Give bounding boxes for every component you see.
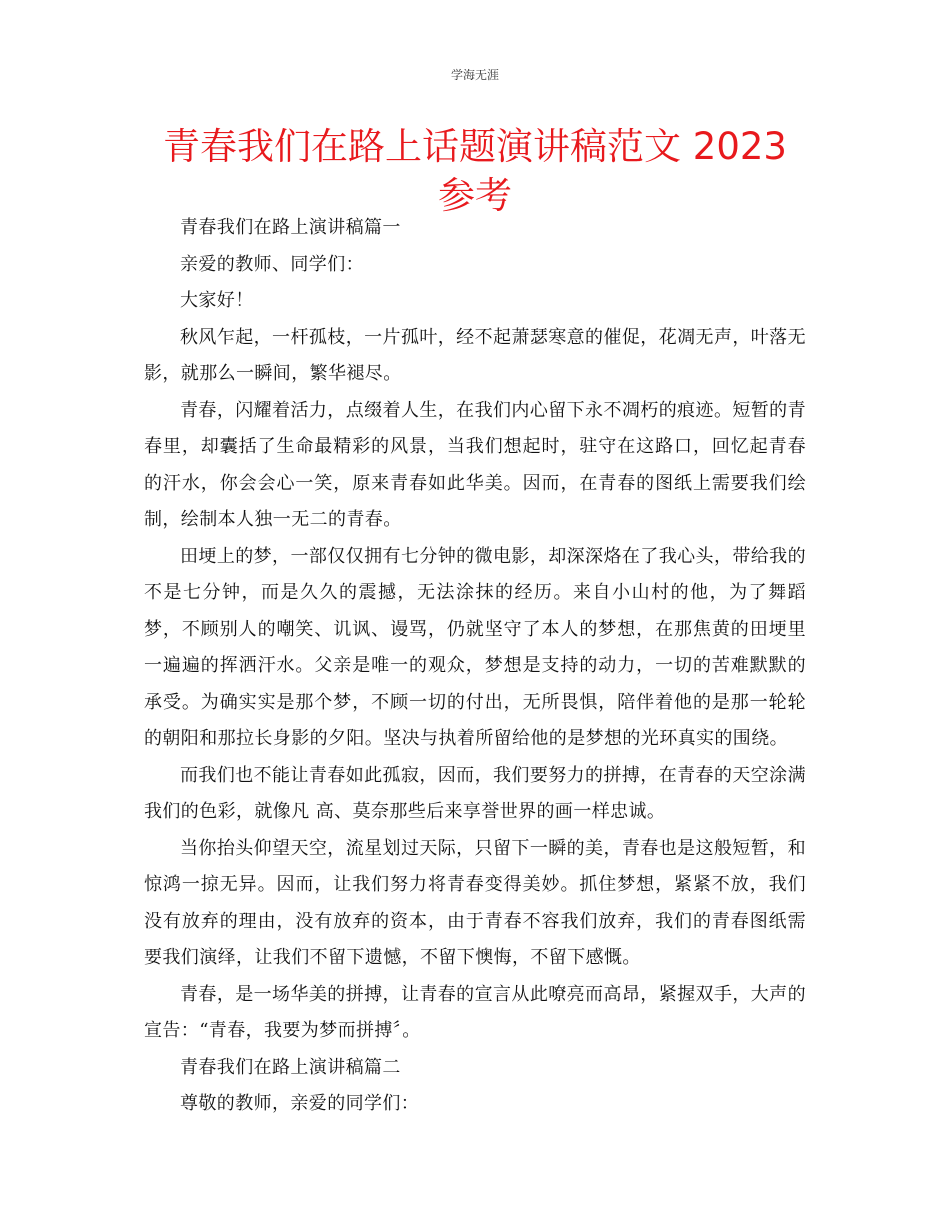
body-paragraph: 田埂上的梦，一部仅仅拥有七分钟的微电影，却深深烙在了我心头，带给我的不是七分钟，而是久久的震撼，无法涂抹的经历。来自小山村的他，为了舞蹈梦，不顾别人的嘲笑、讥讽、谩骂，仍就坚守了本人的梦想，在那焦黄的田埂里一遍遍的挥洒汗水。父亲是唯一的观众，梦想是支持的动力，一切的苦难默默的承受。为确实实是那个梦，不顾一切的付出，无所畏惧，陪伴着他的是那一轮轮的朝阳和那拉长身影的夕阳。坚决与执着所留给他的是梦想的光环真实的围绕。 (144, 545, 806, 749)
section-heading-2: 青春我们在路上演讲稿篇二 (180, 1056, 401, 1078)
body-paragraph: 当你抬头仰望天空，流星划过天际，只留下一瞬的美，青春也是这般短暂，和惊鸿一掠无异。因而，让我们努力将青春变得美妙。抓住梦想，紧紧不放，我们没有放弃的理由，没有放弃的资本，由于青春不容我们放弃，我们的青春图纸需要我们演绎，让我们不留下遗憾，不留下懊悔，不留下感慨。 (144, 837, 806, 968)
section-heading-1: 青春我们在路上演讲稿篇一 (180, 217, 401, 238)
body-paragraph: 秋风乍起，一杆孤枝，一片孤叶，经不起萧瑟寒意的催促，花凋无声，叶落无影，就那么一瞬间，繁华褪尽。 (144, 326, 806, 384)
salutation: 亲爱的教师、同学们： (180, 253, 364, 275)
document-title: 青春我们在路上话题演讲稿范文 2023 参考 (163, 125, 787, 217)
body-paragraph: 青春，是一场华美的拼搏，让青春的宣言从此嘹亮而高昂，紧握双手，大声的宣告：“青春，我要为梦而拼搏〞。 (144, 983, 806, 1041)
body-paragraph: 而我们也不能让青春如此孤寂，因而，我们要努力的拼搏，在青春的天空涂满我们的色彩，就像凡 高、莫奈那些后来享誉世界的画一样忠诚。 (144, 764, 806, 822)
page-header: 学海无涯 (450, 68, 499, 82)
document-body (144, 210, 806, 1123)
salutation-2: 尊敬的教师，亲爱的同学们： (180, 1093, 420, 1114)
greeting: 大家好！ (180, 290, 254, 311)
body-paragraph: 青春，闪耀着活力，点缀着人生，在我们内心留下永不凋朽的痕迹。短暂的青春里，却囊括了生命最精彩的风景，当我们想起时，驻守在这路口，回忆起青春的汗水，你会会心一笑，原来青春如此华美。因而，在青春的图纸上需要我们绘制，绘制本人独一无二的青春。 (144, 399, 806, 530)
